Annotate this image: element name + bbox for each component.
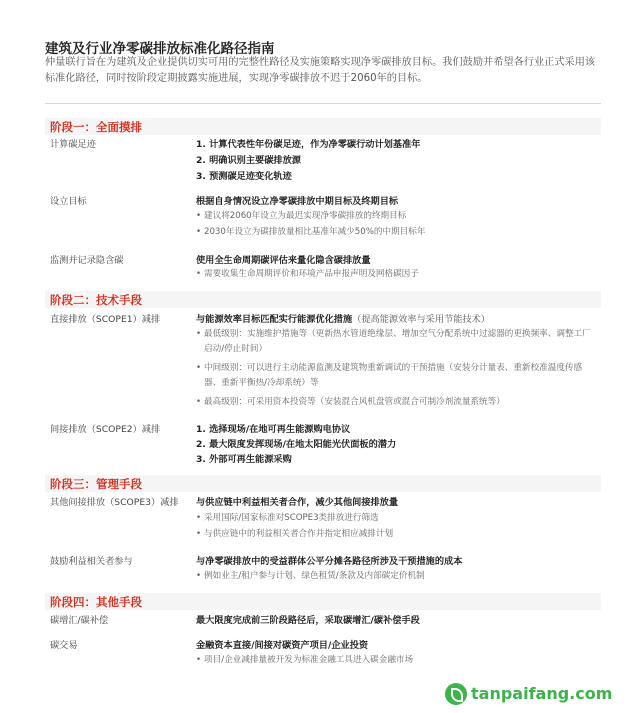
bullet-item: • 例如业主/租户参与计划、绿色租赁/条款及内部碳定价机制 [204,569,594,584]
bullet-item: • 2030年设立为碳排放量相比基准年减少50%的中期目标年 [204,225,594,240]
watermark-text: tanpaifang.com [471,684,613,703]
bullet-item: • 需要收集生命周期评价和环境产品申报声明及网格碳因子 [204,267,594,282]
row-label: 其他间接排放（SCOPE3）减排 [50,497,179,508]
bullet-item: • 采用国际/国家标准对SCOPE3类排放进行筛选 [204,511,594,526]
row-label: 碳增汇/碳补偿 [50,615,109,626]
row-label: 计算碳足迹 [50,139,96,150]
intro-paragraph: 仲量联行旨在为建筑及企业提供切实可用的完整性路径及实施策略实现净零碳排放目标。我们鼓励并希望各行业正式采用该标准化路径，同时按阶段定期披露实施进展，实现净零碳排放不迟于2060年的目标。 [45,57,596,84]
numbered-item: 3. 预测碳足迹变化轨迹 [196,171,292,182]
row-heading: 使用全生命周期碳评估来量化隐含碳排放量 [196,255,371,266]
page-title: 建筑及行业净零碳排放标准化路径指南 [45,41,275,57]
leaf-icon [445,683,467,705]
watermark [445,683,635,707]
stage-1-header [45,118,601,135]
stage-3-title: 阶段三：管理手段 [50,477,142,491]
stage-4-title: 阶段四：其他手段 [50,595,142,609]
row-heading: 与净零碳排放中的受益群体公平分摊各路径所涉及干预措施的成本 [196,556,463,567]
row-label: 直接排放（SCOPE1）减排 [50,314,161,325]
bullet-item: • 建议将2060年设立为最迟实现净零碳排放的终期目标 [204,209,594,224]
bullet-item: • 最高级别：可采用资本投资等（安装混合风机盘管或混合可制冷剂流量系统等） [204,395,594,410]
bullet-item: • 与供应链中的利益相关者合作并指定相应减排计划 [204,527,594,542]
bullet-item: • 项目/企业减排量被开发为标准金融工具进入碳金融市场 [204,653,594,668]
row-label: 碳交易 [50,640,78,651]
row-label: 监测并记录隐含碳 [50,255,124,266]
row-heading: 与供应链中利益相关者合作，减少其他间接排放量 [196,497,399,508]
row-label: 鼓励利益相关者参与 [50,556,133,567]
row-heading [196,311,490,325]
stage-3-header [45,475,601,492]
numbered-item: 3. 外部可再生能源采购 [196,454,292,465]
row-heading: 金融资本直接/间接对碳资产项目/企业投资 [196,640,369,651]
bullet-item: • 中间级别：可以进行主动能源监测及建筑物重新调试的干预措施（安装分计量表、重新校准温度传感器、重新平衡热/冷却系统）等 [204,361,594,391]
numbered-item: 1. 选择现场/在地可再生能源购电协议 [196,424,351,435]
numbered-item: 2. 明确识别主要碳排放源 [196,155,301,166]
heading-main: 与能源效率目标匹配实行能源优化措施 [196,314,353,325]
numbered-item: 1. 计算代表性年份碳足迹，作为净零碳行动计划基准年 [196,139,421,150]
stage-1-title: 阶段一：全面摸排 [50,120,142,134]
stage-2-title: 阶段二：技术手段 [50,293,142,307]
divider [45,103,601,104]
stage-2-header [45,291,601,308]
numbered-item: 2. 最大限度发挥现场/在地太阳能光伏面板的潜力 [196,439,397,450]
row-heading: 最大限度完成前三阶段路径后，采取碳增汇/碳补偿手段 [196,615,420,626]
row-heading: 根据自身情况设立净零碳排放中期目标及终期目标 [196,196,399,207]
stage-4-header [45,593,601,610]
bullet-item: • 最低级别：实施维护措施等（更新热水管道绝缘层、增加空气分配系统中过滤器的更换频率、调整工厂启动/停止时间） [204,327,594,357]
row-label: 设立目标 [50,196,87,207]
row-label: 间接排放（SCOPE2）减排 [50,424,161,435]
heading-note: （提高能源效率与采用节能技术） [352,314,490,325]
